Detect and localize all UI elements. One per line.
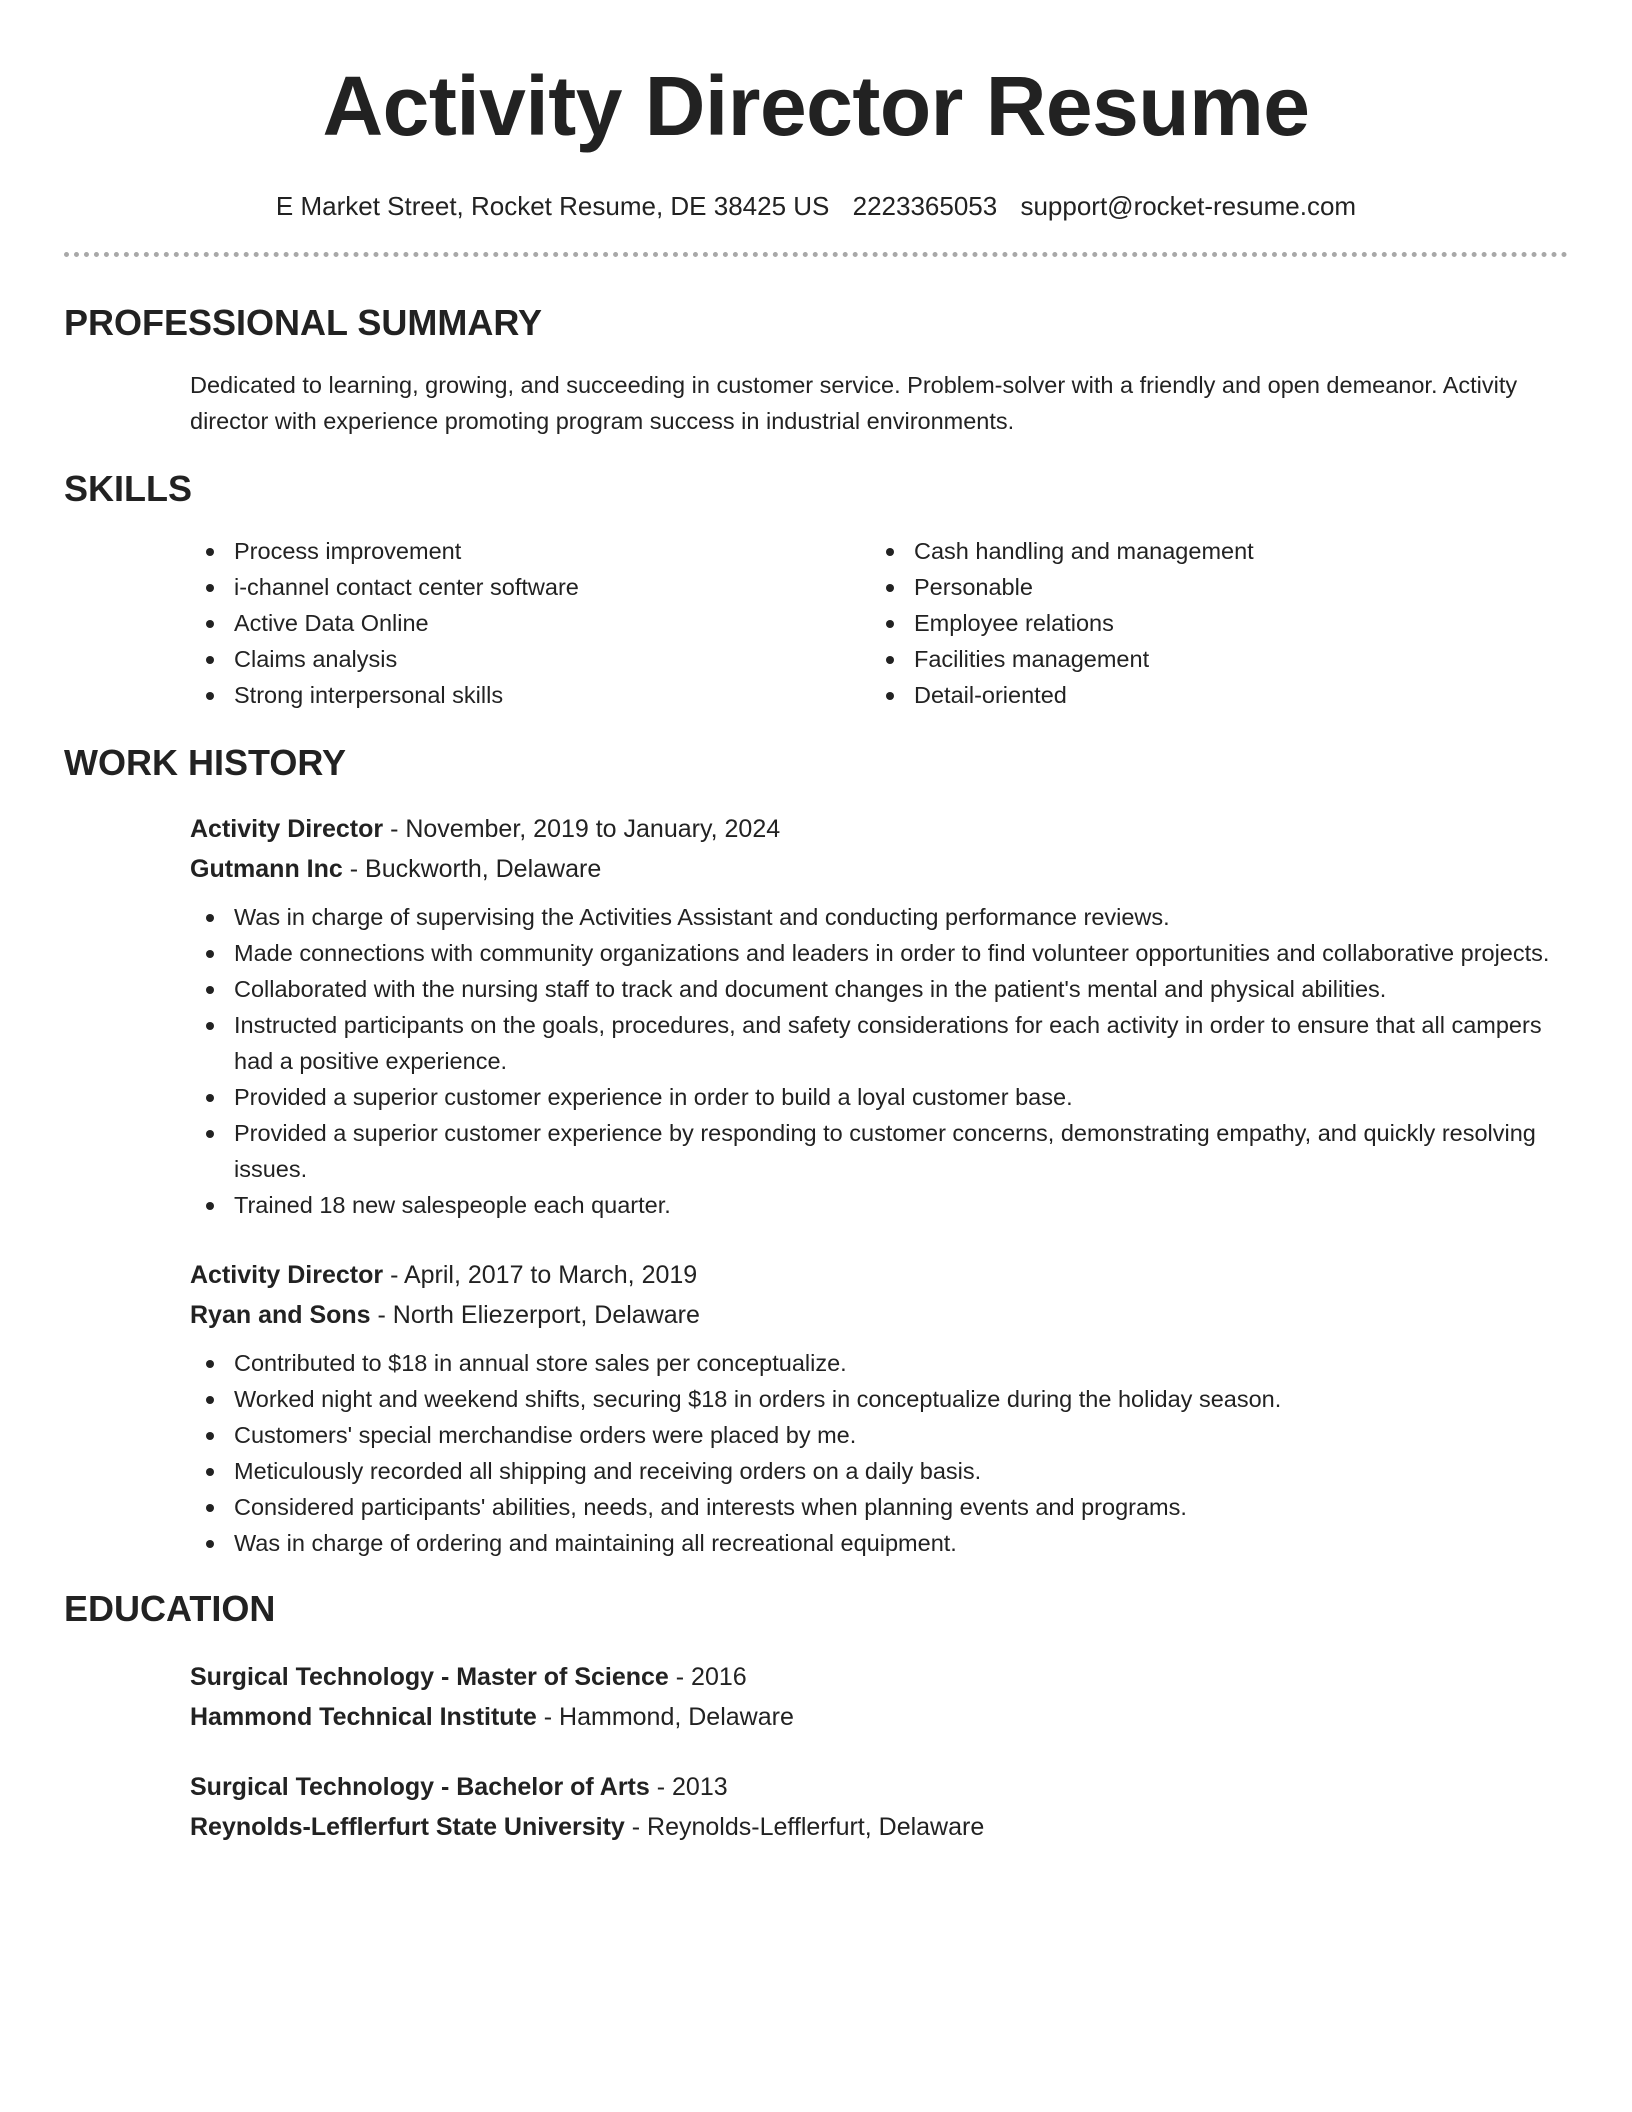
job-location: - Buckworth, Delaware [342,855,602,883]
contact-line [64,186,1568,226]
job-company: Gutmann Inc [190,855,343,883]
education-degree-line [190,1767,1568,1807]
skills-list [190,533,1568,713]
summary-section [64,301,1568,439]
job-title: Activity Director [190,815,384,843]
job-bullet: Was in charge of ordering and maintaining all recreational equipment. [190,1525,1568,1561]
job-bullets [190,899,1568,1223]
skill-item: Employee relations [870,605,1550,641]
job-bullet: Made connections with community organizations and leaders in order to find volunteer opportunities and collaborative projects. [190,935,1568,971]
skills-heading: SKILLS [64,468,193,509]
job-bullet: Was in charge of supervising the Activities Assistant and conducting performance reviews. [190,899,1568,935]
job-bullet: Considered participants' abilities, needs, and interests when planning events and programs. [190,1489,1568,1525]
education-school: Hammond Technical Institute [190,1703,537,1731]
education-entry [190,1767,1568,1847]
education-heading: EDUCATION [64,1588,276,1629]
skill-item: Active Data Online [190,605,870,641]
job-location: - North Eliezerport, Delaware [370,1301,700,1329]
skill-item: Personable [870,569,1550,605]
education-location: - Reynolds-Lefflerfurt, Delaware [624,1813,985,1841]
job-bullet: Collaborated with the nursing staff to track and document changes in the patient's mental and physical abilities. [190,971,1568,1007]
education-year: - 2013 [649,1773,728,1801]
job-entry [190,1255,1568,1561]
skills-column-right [870,533,1550,713]
job-company: Ryan and Sons [190,1301,371,1329]
education-degree-line [190,1657,1568,1697]
skill-item: Strong interpersonal skills [190,677,870,713]
job-bullet: Customers' special merchandise orders were placed by me. [190,1417,1568,1453]
work-history-heading: WORK HISTORY [64,742,347,783]
education-degree: Surgical Technology - Bachelor of Arts [190,1773,650,1801]
job-dates: - April, 2017 to March, 2019 [383,1261,698,1289]
job-bullet: Meticulously recorded all shipping and receiving orders on a daily basis. [190,1453,1568,1489]
skill-item: Detail-oriented [870,677,1550,713]
skill-item: Claims analysis [190,641,870,677]
job-title: Activity Director [190,1261,384,1289]
job-bullet: Contributed to $18 in annual store sales per conceptualize. [190,1345,1568,1381]
job-company-line [190,849,1568,889]
education-year: - 2016 [668,1663,747,1691]
skill-item: Cash handling and management [870,533,1550,569]
job-bullets [190,1345,1568,1561]
skills-section [64,467,1568,713]
job-company-line [190,1295,1568,1335]
job-bullet: Provided a superior customer experience by responding to customer concerns, demonstrating empathy, and quickly resolving issues. [190,1115,1568,1187]
education-school-line [190,1807,1568,1847]
job-title-line [190,809,1568,849]
job-bullet: Provided a superior customer experience in order to build a loyal customer base. [190,1079,1568,1115]
job-bullet: Instructed participants on the goals, procedures, and safety considerations for each activity in order to ensure that all campers had a positive experience. [190,1007,1568,1079]
job-dates: - November, 2019 to January, 2024 [383,815,781,843]
skills-column-left [190,533,870,713]
skill-item: i-channel contact center software [190,569,870,605]
header-divider [64,252,1568,257]
contact-email[interactable]: support@rocket-resume.com [1020,191,1357,221]
summary-text: Dedicated to learning, growing, and succeeding in customer service. Problem-solver with a friendly and open demeanor. Activity director with experience promoting program success in industrial environments. [190,372,1518,434]
education-section [64,1587,1568,1847]
job-entry [190,809,1568,1223]
contact-phone[interactable]: 2223365053 [852,191,998,221]
job-bullet: Trained 18 new salespeople each quarter. [190,1187,1568,1223]
contact-address: E Market Street, Rocket Resume, DE 38425 US [275,191,830,221]
resume-title: Activity Director Resume [322,59,1310,153]
work-history-section [64,741,1568,1561]
education-location: - Hammond, Delaware [536,1703,794,1731]
job-title-line [190,1255,1568,1295]
education-entry [190,1657,1568,1737]
education-school-line [190,1697,1568,1737]
education-degree: Surgical Technology - Master of Science [190,1663,669,1691]
summary-heading: PROFESSIONAL SUMMARY [64,302,543,343]
job-bullet: Worked night and weekend shifts, securing $18 in orders in conceptualize during the holiday season. [190,1381,1568,1417]
education-school: Reynolds-Lefflerfurt State University [190,1813,625,1841]
skill-item: Facilities management [870,641,1550,677]
skill-item: Process improvement [190,533,870,569]
